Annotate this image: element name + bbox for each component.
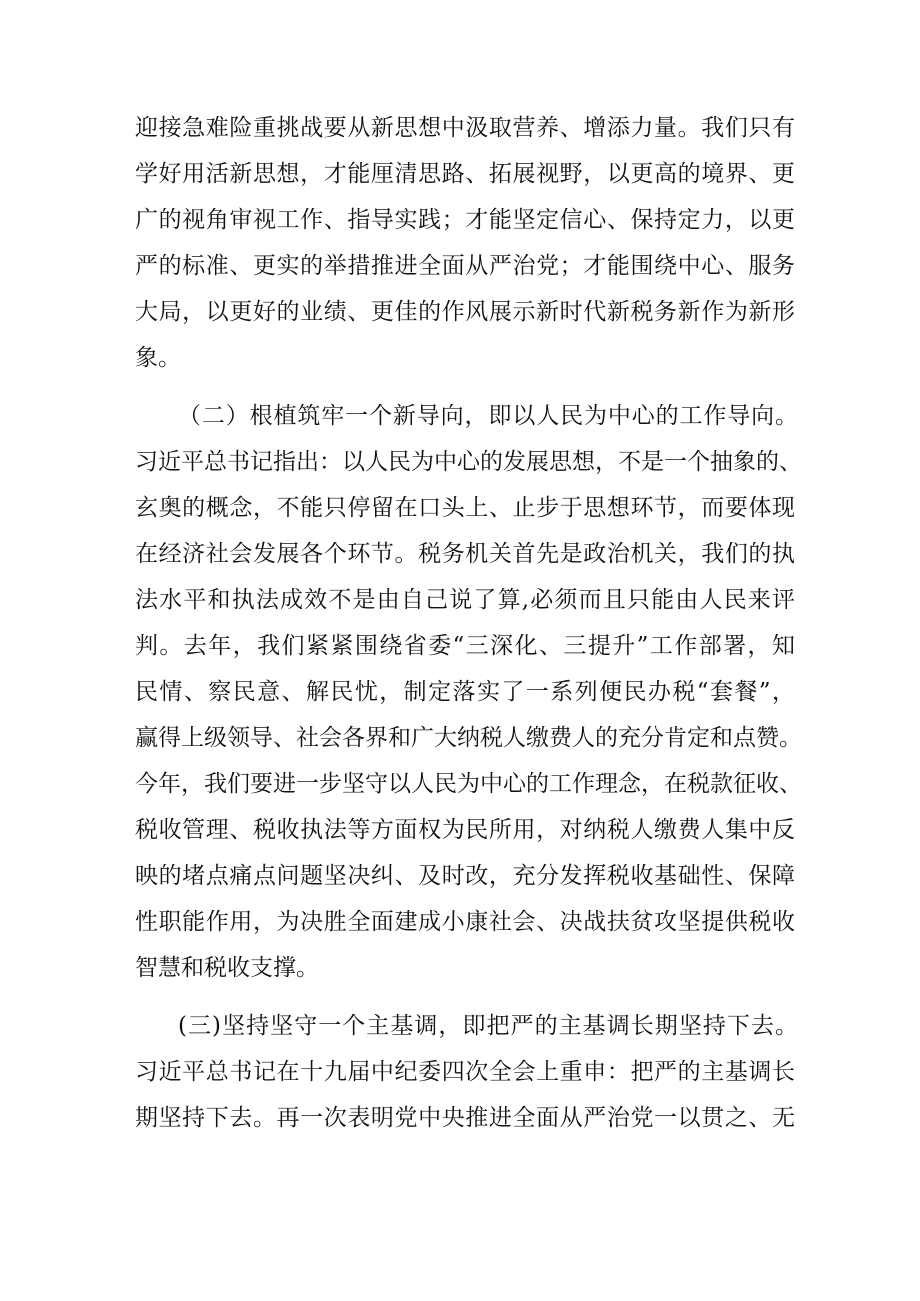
text-line: 判。去年，我们紧紧围绕省委“三深化、三提升”工作部署，知 bbox=[135, 633, 795, 659]
text-line: 象。 bbox=[135, 345, 181, 371]
text-line: 习近平总书记在十九届中纪委四次全会上重申：把严的主基调长 bbox=[135, 1059, 795, 1085]
text-line: 性职能作用，为决胜全面建成小康社会、决战扶贫攻坚提供税收 bbox=[135, 909, 795, 935]
text-line: 智慧和税收支撑。 bbox=[135, 955, 319, 981]
text-line: 迎接急难险重挑战要从新思想中汲取营养、增添力量。我们只有 bbox=[135, 115, 795, 141]
text-line: 大局，以更好的业绩、更佳的作风展示新时代新税务新作为新形 bbox=[135, 299, 795, 325]
text-line: 税收管理、税收执法等方面权为民所用，对纳税人缴费人集中反 bbox=[135, 817, 795, 843]
text-line: 广的视角审视工作、指导实践；才能坚定信心、保持定力，以更 bbox=[135, 207, 795, 233]
section-heading-3: (三)坚持坚守一个主基调，即把严的主基调长期坚持下去。 bbox=[178, 1013, 798, 1039]
text-line: 民情、察民意、解民忧，制定落实了一系列便民办税“套餐”， bbox=[135, 679, 795, 705]
text-line: 期坚持下去。再一次表明党中央推进全面从严治党一以贯之、无 bbox=[135, 1105, 795, 1131]
text-line: 法水平和执法成效不是由自己说了算,必须而且只能由人民来评 bbox=[135, 587, 795, 613]
text-line: 映的堵点痛点问题坚决纠、及时改，充分发挥税收基础性、保障 bbox=[135, 863, 795, 889]
text-line: 赢得上级领导、社会各界和广大纳税人缴费人的充分肯定和点赞。 bbox=[135, 725, 802, 751]
section-heading-2: （二）根植筑牢一个新导向，即以人民为中心的工作导向。 bbox=[178, 403, 798, 429]
text-line: 学好用活新思想，才能厘清思路、拓展视野，以更高的境界、更 bbox=[135, 161, 795, 187]
text-line: 玄奥的概念，不能只停留在口头上、止步于思想环节，而要体现 bbox=[135, 495, 795, 521]
text-line: 今年，我们要进一步坚守以人民为中心的工作理念，在税款征收、 bbox=[135, 771, 802, 797]
text-line: 在经济社会发展各个环节。税务机关首先是政治机关，我们的执 bbox=[135, 541, 795, 567]
text-line: 习近平总书记指出：以人民为中心的发展思想，不是一个抽象的、 bbox=[135, 449, 802, 475]
text-line: 严的标准、更实的举措推进全面从严治党；才能围绕中心、服务 bbox=[135, 253, 795, 279]
